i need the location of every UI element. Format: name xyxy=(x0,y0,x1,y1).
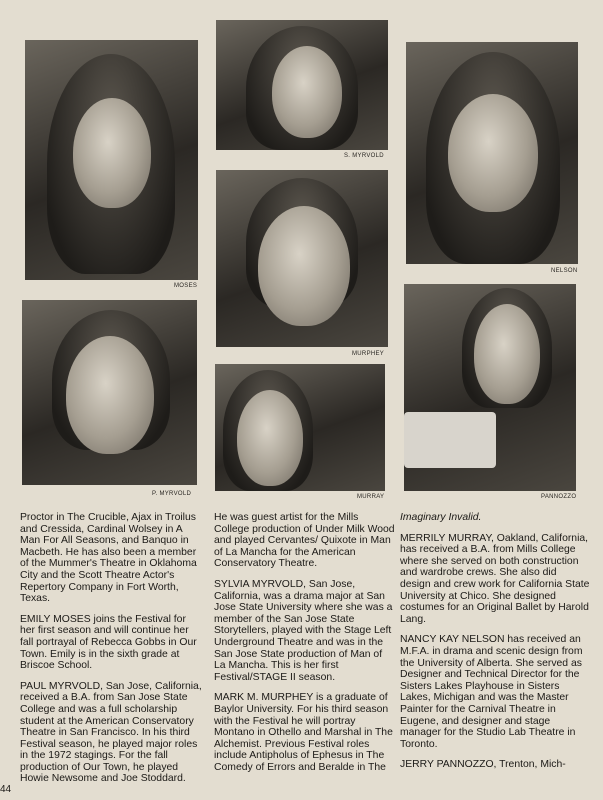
photo-moses xyxy=(25,40,198,280)
paragraph: MERRILY MURRAY, Oakland, California, has received a B.A. from Mills College where she served on both construction and wardrobe crews. She also did design and crew work for California State University at Chico. She designed costumes for an Original Ballet by Harold Lang. xyxy=(400,532,590,625)
text-column-3 xyxy=(400,512,590,780)
photo-murphey xyxy=(216,170,388,347)
caption-s-myrvold: S. MYRVOLD xyxy=(344,153,384,159)
caption-nelson: NELSON xyxy=(551,268,578,274)
photo-pannozzo xyxy=(404,284,576,491)
caption-murphey: MURPHEY xyxy=(352,351,385,357)
sewing-machine-icon xyxy=(404,412,496,468)
photo-p-myrvold xyxy=(22,300,197,485)
paragraph: SYLVIA MYRVOLD, San Jose, California, was a drama major at San Jose State University where she was a member of the San Jose State Storytellers, played with the Stage Left Underground Theatre and was in the San Jose State production of Man of La Mancha. This is her first Festival/STAGE II season. xyxy=(214,578,393,683)
paragraph: NANCY KAY NELSON has received an M.F.A. in drama and scenic design from the University of Alberta. She served as Designer and Technical Director for the Sisters Lakes Playhouse in Sisters Lakes, Michigan and was the Master Painter for the Carnival Theatre in Eugene, and designer and stage manager for the Studio Lab Theatre in Toronto. xyxy=(400,634,583,750)
paragraph: EMILY MOSES joins the Festival for her first season and will continue her fall portrayal of Rebecca Gobbs in Our Town. Emily is in the sixth grade at Briscoe School. xyxy=(20,613,197,672)
paragraph: PAUL MYRVOLD, San Jose, California, received a B.A. from San Jose State College and was a full scholarship student at the American Conservatory Theatre in San Francisco. In his third Festival season, he played major roles in the 1972 stagings. For the fall production of Our Town, he played Howie Newsome and Joe Stoddard. xyxy=(20,680,202,785)
photo-s-myrvold xyxy=(216,20,388,150)
paragraph: He was guest artist for the Mills College production of Under Milk Wood and played Cervantes/ Quixote in Man of La Mancha for the American Conservatory Theatre. xyxy=(214,512,395,570)
caption-moses: MOSES xyxy=(174,283,198,289)
photo-murray xyxy=(215,364,385,491)
caption-p-myrvold: P. MYRVOLD xyxy=(152,491,192,497)
text-column-1 xyxy=(20,512,202,794)
photo-nelson xyxy=(406,42,578,264)
page-number: 44 xyxy=(0,784,12,795)
text-column-2 xyxy=(214,512,396,782)
paragraph: MARK M. MURPHEY is a graduate of Baylor University. For his third season with the Festival he will portray Montano in Othello and Marshal in The Alchemist. Previous Festival roles include Antipholus of Ephesus in The Comedy of Errors and Beralde in The xyxy=(214,692,393,773)
caption-pannozzo: PANNOZZO xyxy=(541,494,577,500)
paragraph: Proctor in The Crucible, Ajax in Troilus and Cressida, Cardinal Wolsey in A Man For All Seasons, and Banquo in Macbeth. He has also been a member of the Mummer's Theatre in Oklahoma City and the Scott Theatre Actor's Repertory Company in Fort Worth, Texas. xyxy=(20,512,197,605)
caption-murray: MURRAY xyxy=(357,494,385,500)
paragraph: JERRY PANNOZZO, Trenton, Mich- xyxy=(400,759,566,771)
paragraph: Imaginary Invalid. xyxy=(400,512,482,523)
